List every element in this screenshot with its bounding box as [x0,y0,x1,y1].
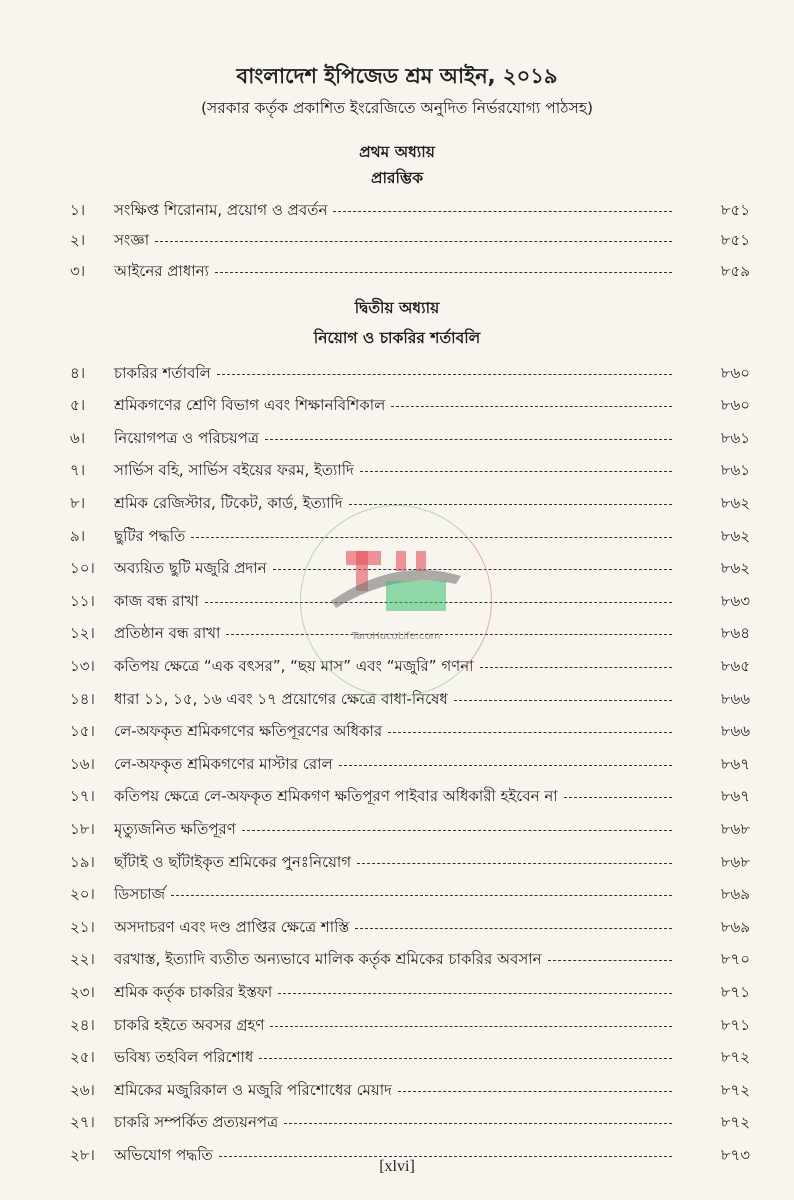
section-number: ৬। [70,428,86,447]
section-page: ৮৫১ [720,200,750,219]
toc-entry[interactable] [70,817,750,843]
toc-entry[interactable] [70,394,750,420]
section-number: ১। [70,200,86,219]
section-page: ৮৬১ [720,428,750,447]
section-number: ১১। [70,591,95,610]
section-title: লে-অফকৃত শ্রমিকগণের ক্ষতিপূরণের অধিকার [114,722,383,741]
toc-entry[interactable] [70,459,750,485]
section-number: ৩। [70,261,86,280]
dotted-leader [454,700,672,703]
section-page: ৮৬১ [720,461,750,480]
dotted-leader [205,602,672,605]
toc-entry[interactable] [70,259,750,285]
section-page: ৮৬২ [720,526,750,545]
page-number: [xlvi] [379,1158,415,1175]
section-number: ২১। [70,917,95,936]
dotted-leader [357,863,672,866]
section-title: মৃত্যুজনিত ক্ষতিপূরণ [114,819,236,838]
section-page: ৮৭০ [720,950,750,969]
section-number: ২২। [70,950,95,969]
section-title: ভবিষ্য তহবিল পরিশোধ [114,1048,254,1067]
section-page: ৮৬৬ [720,722,750,741]
section-number: ২। [70,231,86,249]
toc-entry[interactable] [70,687,750,713]
dotted-leader [217,374,672,377]
section-title: সংক্ষিপ্ত শিরোনাম, প্রয়োগ ও প্রবর্তন [114,200,328,219]
section-number: ১৬। [70,754,95,773]
section-title: শ্রমিকের মজুরিকাল ও মজুরি পরিশোধের মেয়াদ [114,1080,392,1099]
section-number: ২০। [70,885,95,904]
section-number: ২৩। [70,982,95,1001]
section-number: ৫। [70,396,86,415]
dotted-leader [242,830,672,833]
section-page: ৮৬৪ [720,624,750,643]
dotted-leader [339,765,672,768]
dotted-leader [391,406,672,409]
section-title: শ্রমিকগণের শ্রেণি বিভাগ এবং শিক্ষানবিশিকাল [114,396,386,415]
section-page: ৮৬২ [720,493,750,512]
toc-entry[interactable] [70,524,750,550]
toc-entry[interactable] [70,1013,750,1039]
section-page: ৮৫১ [720,231,750,249]
dotted-leader [155,241,672,244]
dotted-leader [284,1123,672,1126]
toc-entry[interactable] [70,980,750,1006]
document-subtitle: (সরকার কর্তৃক প্রকাশিত ইংরেজিতে অনুদিত নির্ভরযোগ্য পাঠসহ) [200,99,594,117]
section-number: ৮। [70,493,86,512]
section-page: ৮৬০ [720,363,750,382]
section-title: কতিপয় ক্ষেত্রে লে-অফকৃত শ্রমিকগণ ক্ষতিপূরণ পাইবার অধিকারী হইবেন না [114,787,558,806]
section-number: ৯। [70,526,86,545]
section-page: ৮৬৮ [720,852,750,871]
section-title: লে-অফকৃত শ্রমিকগণের মাস্টার রোল [114,754,333,773]
dotted-leader [191,537,672,540]
section-number: ২৪। [70,1015,95,1034]
section-number: ১৩। [70,656,95,675]
watermark-text: TaroHucoLife.com [351,631,441,642]
toc-entry[interactable] [70,229,750,255]
dotted-leader [398,1091,672,1094]
section-title: শ্রমিক কর্তৃক চাকরির ইস্তফা [114,982,273,1001]
section-page: ৮৭১ [720,982,750,1001]
toc-entry[interactable] [70,785,750,811]
section-title: চাকরি সম্পর্কিত প্রত্যয়নপত্র [114,1113,279,1132]
toc-entry[interactable] [70,557,750,583]
toc-entry[interactable] [70,1111,750,1137]
section-title: সার্ভিস বহি, সার্ভিস বইয়ের ফরম, ইত্যাদি [114,461,354,480]
toc-entry[interactable] [70,915,750,941]
section-title: ধারা ১১, ১৫, ১৬ এবং ১৭ প্রয়োগের ক্ষেত্রে বাধা-নিষেধ [114,689,448,708]
dotted-leader [270,1026,672,1029]
dotted-leader [273,569,672,572]
section-page: ৮৬০ [720,396,750,415]
toc-entry[interactable] [70,948,750,974]
section-page: ৮৬৯ [720,885,750,904]
dotted-leader [171,895,672,898]
section-title: অভিযোগ পদ্ধতি [114,1145,213,1164]
section-title: ডিসচার্জ [114,885,166,904]
toc-entry[interactable] [70,491,750,517]
chapter-label: প্রথম অধ্যায় [359,143,435,161]
section-title: অসদাচরণ এবং দণ্ড প্রাপ্তির ক্ষেত্রে শাস্তি [114,917,350,936]
section-page: ৮৬৩ [720,591,750,610]
dotted-leader [564,797,672,800]
section-number: ১৮। [70,819,95,838]
section-title: কতিপয় ক্ষেত্রে “এক বৎসর”, “ছয় মাস” এবং “মজুরি” গণনা [114,656,474,675]
dotted-leader [360,471,672,474]
toc-entry[interactable] [70,720,750,746]
dotted-leader [278,993,672,996]
section-title: শ্রমিক রেজিস্টার, টিকেট, কার্ড, ইত্যাদি [114,493,343,512]
section-title: সংজ্ঞা [114,231,150,249]
section-number: ১৫। [70,722,95,741]
dotted-leader [333,211,672,214]
section-page: ৮৭২ [720,1080,750,1099]
toc-entry[interactable] [70,361,750,387]
section-page: ৮৬২ [720,559,750,578]
section-title: কাজ বন্ধ রাখা [114,591,199,610]
dotted-leader [355,928,672,931]
chapter-label: দ্বিতীয় অধ্যায় [354,299,440,317]
section-page: ৮৬৯ [720,917,750,936]
section-title: প্রতিষ্ঠান বন্ধ রাখা [114,624,221,643]
section-title: ছুটির পদ্ধতি [114,526,186,545]
dotted-leader [480,667,672,670]
section-number: ৪। [70,363,86,382]
section-number: ৭। [70,461,86,480]
section-number: ২৭। [70,1113,95,1132]
dotted-leader [259,1058,672,1061]
section-page: ৮৬৭ [720,787,750,806]
section-number: ২৮। [70,1145,95,1164]
section-page: ৮৬৭ [720,754,750,773]
section-title: ছাঁটাই ও ছাঁটাইকৃত শ্রমিকের পুনঃনিয়োগ [114,852,352,871]
section-number: ২৬। [70,1080,95,1099]
dotted-leader [548,960,672,963]
section-title: অব্যয়িত ছুটি মজুরি প্রদান [114,559,267,578]
toc-entry[interactable] [70,752,750,778]
section-page: ৮৭২ [720,1048,750,1067]
dotted-leader [349,504,672,507]
toc-entry[interactable] [70,883,750,909]
toc-entry[interactable] [70,850,750,876]
section-page: ৮৫৯ [720,261,750,280]
section-title: আইনের প্রাধান্য [114,261,209,280]
toc-entry[interactable] [70,589,750,615]
toc-entry[interactable] [70,622,750,648]
section-page: ৮৭২ [720,1113,750,1132]
toc-entry[interactable] [70,1046,750,1072]
dotted-leader [265,439,672,442]
section-number: ১৭। [70,787,95,806]
section-title: চাকরি হইতে অবসর গ্রহণ [114,1015,265,1034]
section-page: ৮৬৬ [720,689,750,708]
section-page: ৮৬৫ [720,656,750,675]
section-title: বরখাস্ত, ইত্যাদি ব্যতীত অন্যভাবে মালিক কর্তৃক শ্রমিকের চাকরির অবসান [114,950,542,969]
toc-entry[interactable] [70,1078,750,1104]
section-number: ১৯। [70,852,95,871]
toc-entry[interactable] [70,654,750,680]
toc-entry[interactable] [70,426,750,452]
section-number: ২৫। [70,1048,95,1067]
document-title: বাংলাদেশ ইপিজেড শ্রম আইন, ২০১৯ [236,64,558,88]
dotted-leader [388,732,672,735]
section-page: ৮৬৮ [720,819,750,838]
section-page: ৮৭১ [720,1015,750,1034]
section-number: ১০। [70,559,95,578]
chapter-name: নিয়োগ ও চাকরির শর্তাবলি [313,329,481,347]
chapter-name: প্রারম্ভিক [370,169,424,187]
section-number: ১৪। [70,689,95,708]
dotted-leader [226,634,672,637]
section-number: ১২। [70,624,95,643]
dotted-leader [215,272,672,275]
section-page: ৮৭৩ [720,1145,750,1164]
toc-entry[interactable] [70,198,750,224]
section-title: নিয়োগপত্র ও পরিচয়পত্র [114,428,259,447]
section-title: চাকরির শর্তাবলি [114,363,211,382]
